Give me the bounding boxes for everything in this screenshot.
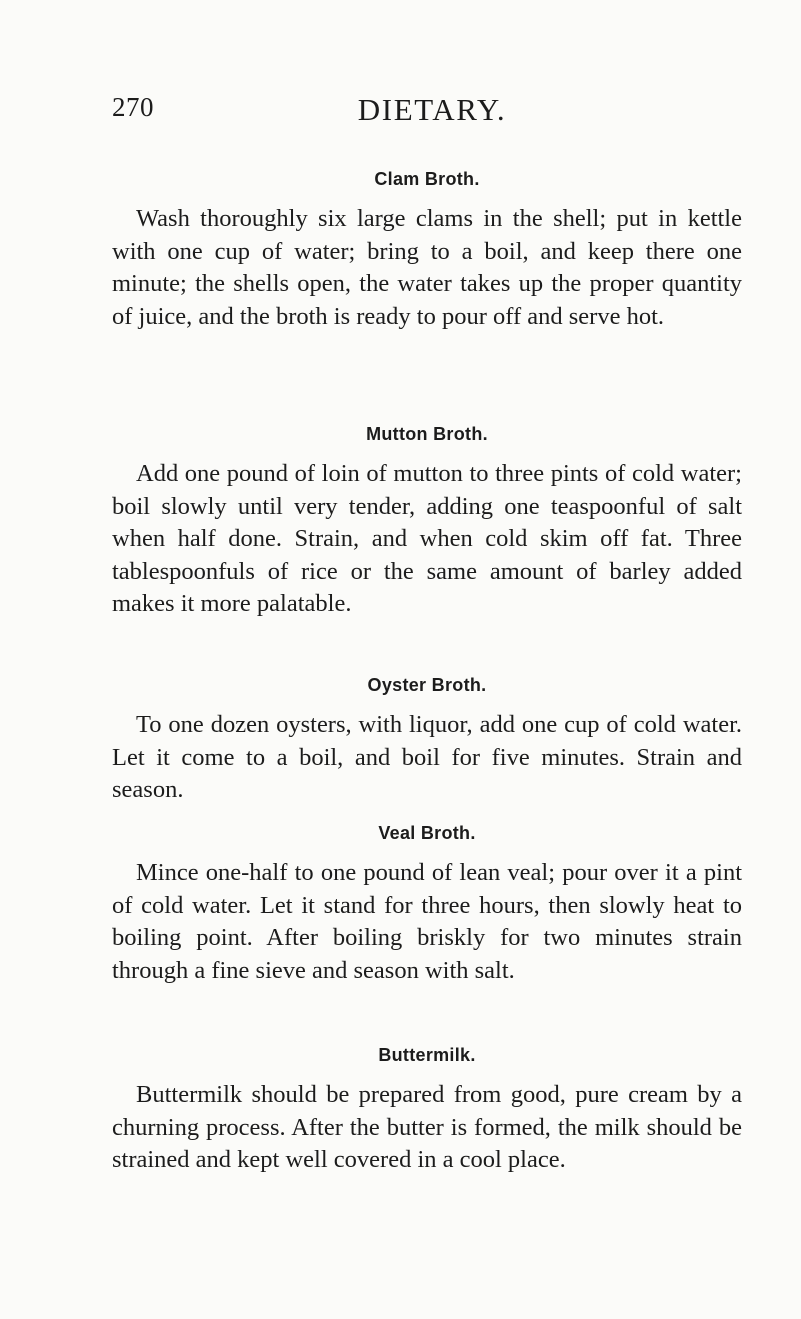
page-header-title: DIETARY. [357,92,507,127]
recipe-text: To one dozen oysters, with liquor, add one cup of cold water. Let it come to a boil, and boil for five minutes. Strain and season. [112,711,742,803]
recipe-mutton-broth [112,423,742,621]
page-number: 270 [112,92,154,122]
recipe-buttermilk [112,1044,742,1177]
recipe-title: Oyster Broth. [367,675,487,695]
recipe-veal-broth [112,822,742,987]
recipe-title: Buttermilk. [378,1045,476,1065]
recipe-title: Clam Broth. [374,169,480,189]
recipe-text: Add one pound of loin of mutton to three pints of cold water; boil slowly until very tender, adding one teaspoonful of salt when half done. Strain, and when cold skim off fat. Three tablespoonfuls of rice or the same amount of barley added makes it more palatable. [112,460,742,617]
running-header [112,92,752,132]
recipe-clam-broth [112,168,742,333]
recipe-title: Veal Broth. [378,823,476,843]
recipe-text: Mince one-half to one pound of lean veal; pour over it a pint of cold water. Let it stand for three hours, then slowly heat to boiling point. After boiling briskly for two minutes strain through a fine sieve and season with salt. [112,859,742,984]
recipe-text: Buttermilk should be prepared from good, pure cream by a churning process. After the butter is formed, the milk should be strained and kept well covered in a cool place. [112,1081,742,1173]
recipe-title: Mutton Broth. [366,424,488,444]
recipe-text: Wash thoroughly six large clams in the shell; put in kettle with one cup of water; bring to a boil, and keep there one minute; the shells open, the water takes up the proper quantity of juice, and the broth is ready to pour off and serve hot. [112,205,742,330]
recipe-oyster-broth [112,674,742,807]
